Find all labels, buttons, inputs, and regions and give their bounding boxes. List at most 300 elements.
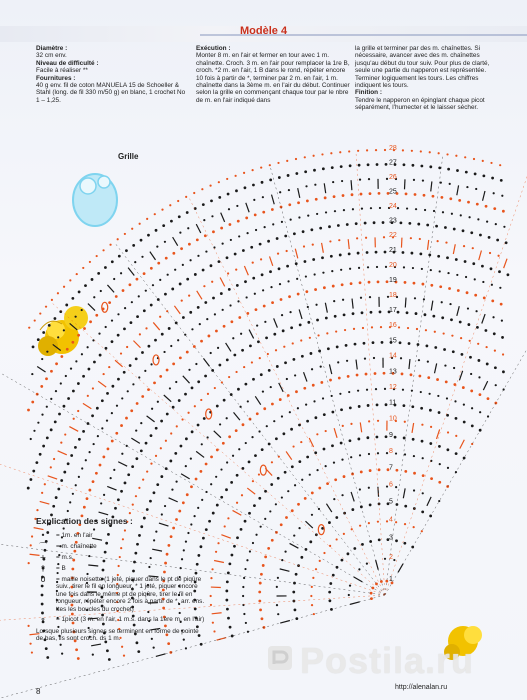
chain-stitch [340,165,343,168]
chain-stitch [462,386,465,389]
round-number: 9 [389,431,393,439]
execution-text: Monter 8 m. en l'air et fermer en tour avec 1 m. chaînette. Croch. 3 m. en l'air pour remplacer la 1re B, croch. *2 m. en l'air, 1 B dans le rond, répéter encore 10 fois à partir de *, terminer par 2 m. en l'air, 1 m. chaînette dans la 3ème m. en l'air du début. Continuer selon la grille en commençant chaque tour par le nbre de m. en l'air indiqué dans [196,52,350,104]
chain-stitch [358,568,360,570]
chain-stitch [89,320,92,323]
chain-stitch [314,273,316,275]
treble-stitch [214,560,224,562]
round-number: 4 [389,516,393,524]
chain-stitch [404,421,406,423]
chain-stitch [292,342,294,344]
chain-stitch [315,568,317,570]
chain-stitch [210,352,212,354]
chain-stitch [174,269,176,271]
chain-stitch [361,208,363,210]
chain-stitch [496,239,499,242]
chain-stitch [369,192,372,195]
treble-stitch [99,512,109,515]
chain-stitch [475,188,477,190]
chain-stitch [421,440,424,443]
chain-stitch [154,339,157,342]
treble-stitch [457,185,459,195]
chain-stitch [402,389,404,391]
chain-stitch [366,389,368,391]
chain-stitch [477,218,479,220]
chain-stitch [242,586,244,588]
treble-stitch [483,191,485,201]
chain-stitch [252,277,255,280]
chain-stitch [399,341,402,344]
chain-stitch [131,228,133,230]
chain-stitch [81,309,83,311]
chain-stitch [113,469,115,471]
chain-stitch [178,399,181,402]
chain-stitch [403,163,406,166]
chain-stitch [209,185,211,187]
chain-stitch [310,595,312,597]
chain-stitch [155,455,157,457]
chain-stitch [323,552,325,554]
chain-stitch [277,613,279,615]
chain-stitch [106,420,108,422]
chain-stitch [46,406,48,408]
treble-stitch [428,240,429,250]
niveau-label: Niveau de difficulté : [36,59,99,67]
chain-stitch [27,625,29,627]
chain-stitch [294,608,297,611]
chain-stitch [208,520,211,523]
chain-stitch [295,573,298,576]
chain-stitch [228,376,230,378]
chain-stitch [281,415,283,417]
chain-stitch [363,342,366,345]
chain-stitch [307,306,309,308]
chain-stitch [244,520,247,523]
chain-stitch [131,301,133,303]
chain-stitch [197,380,200,383]
chain-stitch [422,492,424,494]
chain-stitch [434,331,436,333]
chain-stitch [337,224,340,227]
chain-stitch [489,252,491,254]
chain-stitch [453,367,455,369]
chain-stitch [69,501,71,503]
chain-stitch [243,172,245,174]
chain-stitch [216,405,219,408]
treble-stitch [98,381,106,387]
chain-stitch [386,485,388,487]
chain-stitch [270,483,273,486]
treble-stitch [83,403,91,408]
chain-stitch [301,479,303,481]
chain-stitch [365,237,367,239]
chain-stitch [99,354,102,357]
chain-stitch [190,485,193,488]
chain-stitch [370,311,373,314]
chain-stitch [455,417,458,420]
treble-stitch [270,256,273,265]
treble-stitch [69,427,78,432]
chain-stitch [72,390,75,393]
chain-stitch [471,424,474,427]
chain-stitch [369,296,371,298]
chain-stitch [502,210,505,213]
chain-stitch [288,295,291,298]
chain-stitch [413,526,415,528]
chain-stitch [200,340,203,343]
chain-stitch [402,251,405,254]
chain-stitch [373,357,375,359]
chain-stitch [125,417,128,420]
chain-stitch [427,361,429,363]
chain-stitch [311,368,313,370]
chain-stitch [446,397,448,399]
chain-stitch [341,494,343,496]
chain-stitch [63,286,65,288]
chain-stitch [111,440,114,443]
chain-stitch [478,359,481,362]
chain-stitch [491,177,494,180]
chain-stitch [401,373,404,376]
chain-stitch [343,313,346,316]
chain-stitch [208,335,211,338]
chain-stitch [246,232,248,234]
legend-item [36,543,206,551]
chain-stitch [199,323,201,325]
chain-stitch [233,354,236,357]
chain-stitch [230,239,232,241]
chain-stitch [288,203,291,206]
chain-stitch [160,420,163,423]
chain-stitch [443,332,445,334]
chain-stitch [312,577,314,579]
chain-stitch [446,153,448,155]
chain-stitch [448,287,451,290]
round-number: 26 [389,173,397,181]
chain-stitch [400,221,403,224]
chain-stitch [460,337,462,339]
chain-stitch [444,226,447,229]
chain-stitch [360,297,362,299]
chain-stitch [486,363,489,366]
treble-stitch [181,474,190,479]
chain-stitch [117,378,120,381]
chain-stitch [218,260,221,263]
chain-stitch [50,370,53,373]
chain-stitch [338,377,341,380]
chain-stitch [31,401,34,404]
chain-stitch [229,304,231,306]
chain-stitch [423,194,426,197]
chain-stitch [210,483,212,485]
chain-stitch [318,487,321,490]
chain-stitch [366,563,368,565]
chain-stitch [295,172,298,175]
chain-stitch [220,227,223,230]
chain-stitch [366,149,368,151]
chain-stitch [501,336,504,339]
chain-stitch [397,207,399,209]
chain-stitch [129,364,132,367]
chain-stitch [445,380,448,383]
chain-stitch [415,312,418,315]
chain-stitch [465,276,467,278]
treble-stitch [88,304,95,311]
chain-stitch [319,227,322,230]
chain-stitch [54,420,57,423]
chain-stitch [156,483,159,486]
chain-stitch [385,163,388,166]
chain-stitch [461,353,464,356]
chain-stitch [181,300,183,302]
chain-stitch [197,507,199,509]
chain-stitch [318,350,321,353]
chain-stitch [236,205,238,207]
chain-stitch [281,559,283,561]
chain-stitch [193,192,195,194]
chain-stitch [115,295,118,298]
chain-stitch [179,232,181,234]
chain-stitch [260,258,262,260]
chain-stitch [351,528,353,530]
chain-stitch [290,326,293,329]
treble-stitch [214,431,221,438]
chain-stitch [335,516,338,519]
chain-stitch [39,312,41,314]
chain-stitch [284,471,287,474]
chain-stitch [243,577,245,579]
chain-stitch [286,378,288,380]
chain-stitch [100,502,102,504]
chain-stitch [286,250,288,252]
chain-stitch [264,490,267,493]
chain-stitch [299,323,302,326]
chain-stitch [280,523,283,526]
chain-stitch [217,347,219,349]
chain-stitch [294,374,296,376]
chain-stitch [379,207,381,209]
chain-stitch [429,151,431,153]
chain-stitch [394,436,397,439]
chain-stitch [336,538,338,540]
chain-stitch [154,213,156,215]
chain-stitch [358,405,361,408]
chain-stitch [328,591,331,594]
chain-stitch [283,346,285,348]
chain-stitch [306,420,309,423]
chain-stitch [138,295,140,297]
chain-stitch [373,221,376,224]
chain-stitch [424,313,427,316]
chain-stitch [143,272,146,275]
chain-stitch [132,383,134,385]
chain-stitch [194,405,196,407]
chain-stitch [174,452,177,455]
chain-stitch [297,201,300,204]
chain-stitch [437,240,439,242]
chain-stitch [295,390,298,393]
finition-label: Finition : [355,89,382,97]
chain-stitch [495,384,497,386]
chain-stitch [150,304,153,307]
chain-stitch [413,455,415,457]
chain-stitch [259,608,262,611]
treble-stitch [436,429,439,438]
chain-stitch [395,452,397,454]
chain-stitch [279,191,281,193]
treble-stitch [173,237,178,246]
chain-stitch [320,366,322,368]
chain-stitch [175,481,177,483]
chain-stitch [313,155,315,157]
chain-stitch [81,467,83,469]
chain-stitch [82,430,85,433]
chain-stitch [63,329,65,331]
chain-stitch [178,510,181,513]
chain-stitch [263,407,266,410]
chain-stitch [57,292,59,294]
chain-stitch [284,551,286,553]
chain-stitch [490,162,492,164]
chain-stitch [232,337,234,339]
chain-stitch [403,404,406,407]
chain-stitch [267,353,269,355]
chain-stitch [217,542,219,544]
treble-stitch [40,501,50,504]
chain-stitch [313,400,315,402]
round-number: 2 [389,553,393,561]
chain-stitch [420,391,422,393]
chain-stitch [46,436,49,439]
chain-stitch [120,352,122,354]
round-number: 15 [389,337,397,345]
chain-stitch [311,492,314,495]
chain-stitch [451,213,453,215]
chain-stitch [75,316,77,318]
chain-stitch [440,182,442,184]
chain-stitch [172,362,175,365]
round-number: 21 [389,247,397,255]
chain-stitch [281,496,283,498]
treble-stitch [255,396,260,404]
chain-stitch [227,517,229,519]
chain-stitch [76,273,78,275]
chain-stitch [161,209,163,211]
chain-stitch [150,434,153,437]
chain-stitch [35,461,38,464]
chain-stitch [258,473,260,475]
chain-stitch [86,497,89,500]
chain-stitch [92,480,95,483]
chain-stitch [50,398,52,400]
chain-stitch [404,470,407,473]
chain-stitch [34,319,36,321]
chain-stitch [50,428,53,431]
chain-stitch [341,180,343,182]
chain-stitch [264,555,267,558]
chain-stitch [423,298,425,300]
chain-stitch [314,451,317,454]
chain-stitch [123,654,125,656]
chain-stitch [361,311,364,314]
chain-stitch [346,223,349,226]
chain-stitch [464,156,466,158]
chain-stitch [213,630,215,632]
chain-stitch [421,510,424,513]
treble-stitch [483,381,487,390]
chain-stitch [505,241,508,244]
chain-stitch [271,461,273,463]
chain-stitch [222,309,224,311]
chain-stitch [227,571,230,574]
chain-stitch [403,437,406,440]
chain-stitch [351,508,354,511]
chain-stitch [135,429,137,431]
chain-stitch [169,387,171,389]
chain-stitch [342,299,344,301]
chain-stitch [413,489,415,491]
chain-stitch [142,479,144,481]
chain-stitch [382,221,385,224]
chain-stitch [491,299,494,302]
chain-stitch [384,558,386,560]
chain-stitch [341,459,343,461]
chain-stitch [468,216,470,218]
chain-stitch [242,249,245,252]
chain-stitch [403,266,405,268]
chain-stitch [226,256,229,259]
chain-stitch [114,507,117,510]
chain-stitch [475,310,477,312]
chain-stitch [408,222,411,225]
treble-stitch [128,268,134,276]
chain-stitch [282,329,285,332]
chain-stitch [377,420,379,422]
chain-stitch [320,381,323,384]
chain-stitch [27,409,30,412]
chain-stitch [410,237,412,239]
chain-stitch [482,281,484,283]
chain-stitch [270,286,272,288]
chain-stitch [83,327,86,330]
chain-stitch [204,375,207,378]
chain-stitch [271,403,274,406]
chain-stitch [153,647,155,649]
chain-stitch [66,348,69,351]
chain-stitch [145,442,148,445]
treble-stitch [153,322,159,330]
chain-stitch [384,251,387,254]
treble-stitch [459,371,462,380]
chain-stitch [240,333,242,335]
chain-stitch [243,613,245,615]
chain-stitch [115,432,118,435]
chain-stitch [117,313,119,315]
watermark-logo-icon [266,644,294,672]
chain-stitch [347,375,350,378]
chain-stitch [306,200,309,203]
chain-stitch [77,410,79,412]
chain-stitch [75,648,78,651]
chain-stitch [469,340,471,342]
chain-stitch [261,181,264,184]
chain-stitch [368,522,370,524]
round-number: 12 [389,383,397,391]
chain-stitch [443,348,446,351]
chain-stitch [55,362,58,365]
radial-guide [356,151,385,595]
chain-stitch [375,388,377,390]
chain-stitch [177,200,179,202]
